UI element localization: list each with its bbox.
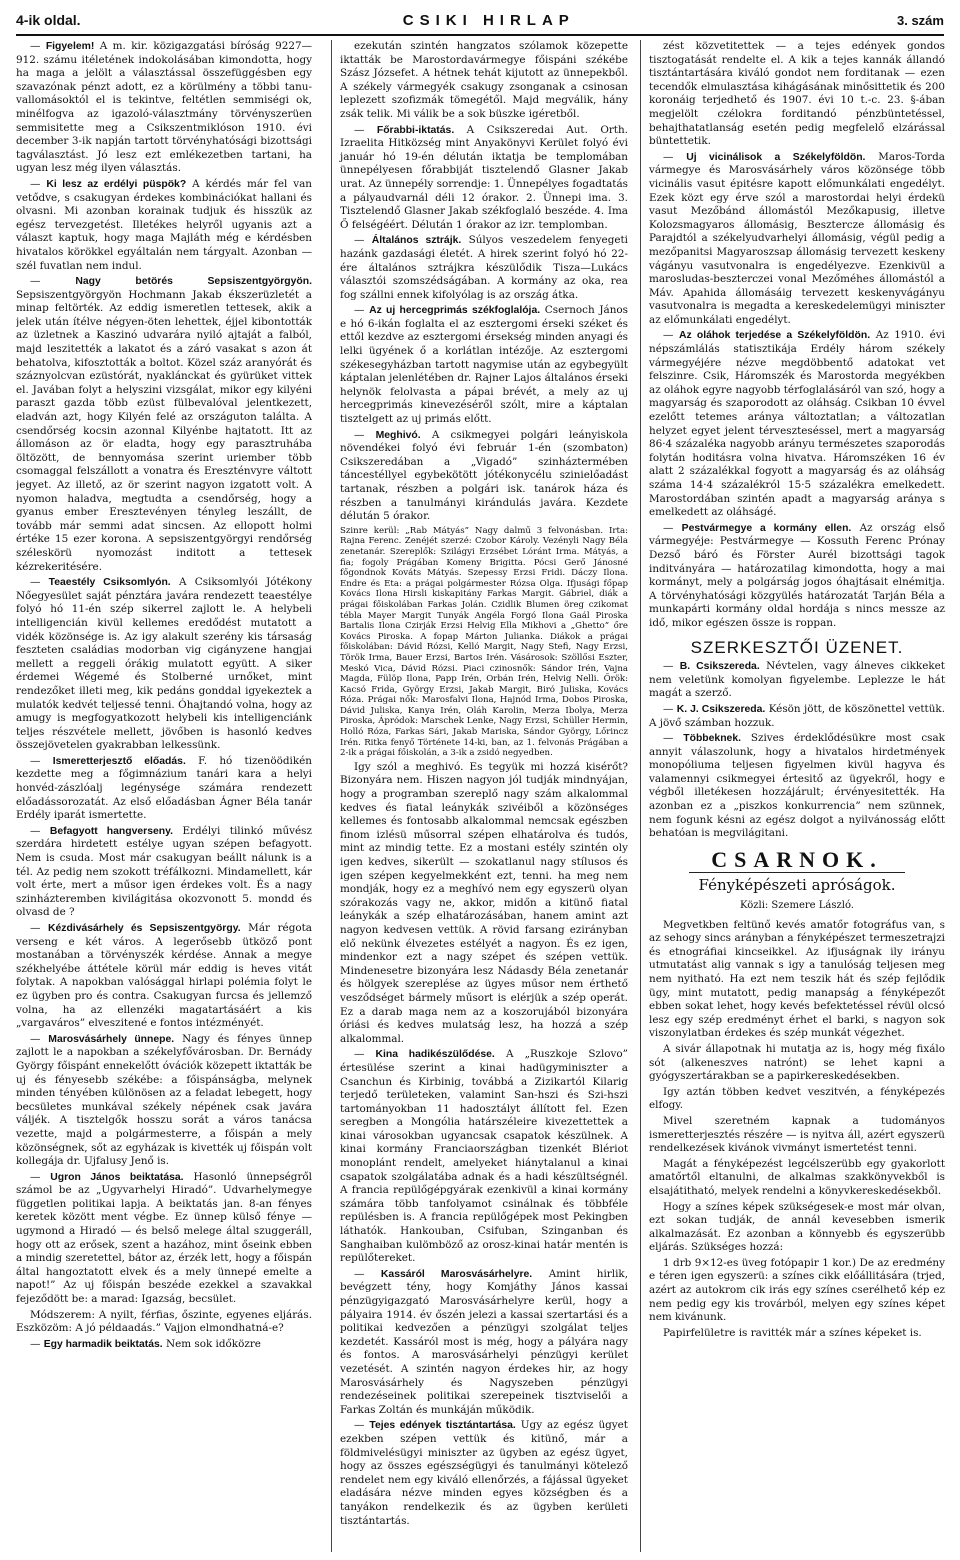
article-headline: Befagyott hangverseny. — [49, 825, 174, 837]
article-headline: Az uj hercegprimás székfoglalója. — [369, 305, 541, 317]
article-paragraph — [649, 151, 945, 328]
article-paragraph — [340, 1268, 628, 1418]
dash: — — [663, 660, 680, 673]
feuilleton-title: Fényképészeti apróságok. — [698, 876, 896, 895]
dash: — — [663, 702, 677, 715]
column-2 — [331, 40, 628, 1552]
article-paragraph — [649, 522, 945, 631]
article-text: ezekután szintén hangzatos szólamok közepette iktatták be Marostordavármegye főispáni székébe Szász Józsefet. A hétnek tehát kijutott az ünnepekből. A székely vármegyék csakugy zsonganak a csinosan leplezett szofizmák tömegétől. Majd megválik, hány zsák telik. Mi válik be a sok büszke igéretből. — [340, 40, 628, 120]
article-paragraph — [340, 40, 628, 122]
article-text: Az 1910. évi népszámlálás statisztikája Erdély három székely vármegyéjére nézve megdöbbentő adatokat vet felszinre. Csik, Háromszék és Marostorda megyékben az oláhok egyre nagyobb térfoglalásáról van szó, hogy a magyarság és szaporodott az oláhság. Csikban 10 évvel ezelőtt tetemes aránya változtatlan; a változatlan helyzet egyet jelent térveszteséssel, mert a magyarság 86·4 százaléka nagyobb arányu természetes szaporodás folytán hoditásra volna hivatva. Háromszéken 16 év alatt 2 százalékkal fogyott a magyarság és az oláhság száma 14·4 százalékról 15·5 százalékra emelkedett. Marostordában szintén apadt a magyarság aránya s emelkedett az oláhságé. — [649, 329, 945, 519]
dash: — — [354, 428, 376, 441]
article-paragraph — [649, 40, 945, 149]
section-title-csarnok: CSARNOK. — [711, 846, 883, 872]
article-text: A sivár állapotnak hi mutatja az is, hogy még fixálo sót (alkeneszves natrónt) se lehet kapni a gyógyszertárakban se a papirkereskedésekben. — [649, 1042, 945, 1083]
article-headline: Az oláhok terjedése a Székelyföldön. — [679, 330, 871, 342]
article-headline: Nagy betörés Sepsiszentgyörgyön. — [75, 276, 312, 288]
dash: — — [30, 576, 49, 589]
article-headline: Figyelem! — [45, 41, 95, 52]
article-paragraph — [340, 124, 628, 233]
article-text: Ugy az egész ügyet ezekben szépen vettük és kitünő, már a földmivelésügyi miniszter az ügyben az egész ügyet, hogy az összes egészségügyi és tanulmányi kötelező rendelet nem egy kiváló ellenőrzés, a fájással ügyeket eladására nézve minden egyes községben és a tanyákon rendelkezik és az ügyben kerületi tisztántartás. — [340, 1419, 628, 1527]
article-text: A „Ruszkoje Szlovo” értesülése szerint a kinai hadügyminiszter a Csanchun és Kirbinig, továbbá a Zizikartól Kilarig terjedő területeken, valamint San-hszi és Szi-hszi tartományokban 11 hadosztályt állított fel. Ezen seregben a Mongólia határszéleire kivezettettek a kinai városokban ugyancsak csapatok készülnek. A kinai kormány Franciaországban tizenkét Blériot monoplánt rendelt, amelyeket hiánytalanul a kinai csapatok szolgálatába adnak és a hadi készültségnél. A francia repülőgépgyárak ezenkivül a kinai kormány számára több tanfolyamot csinálnak és többféle repülésben is. A francia repülőgépek most Pekingben láthatók. Hankouban, Csifuban, Szinganban és Sanghaiban kulömböző az orosz-kinai határ mentén is repülőtereket. — [340, 1048, 628, 1265]
article-paragraph — [340, 429, 628, 524]
article-text: Nagy és fényes ünnep zajlott le a napokban a székelyfővárosban. Dr. Bernády György főispánt ennekelőtt óvációk közepett iktatták be uj és fényesebb székébe: a főispánságba, melynek minden tényében különösen az a feladat lebegett, hogy becsületes munkával székely népének csak javára váljék. A tisztelgők hosszu sorát a város tanácsa vezette, majd a polgármesterre, a főispán a mely közönségnek, sőt az egyházak is kivették uj főispán volt kollegája dr. Ujfalusy Jenő is. — [16, 1032, 312, 1168]
article-paragraph — [340, 761, 628, 1046]
article-text: F. hó tizenöödikén kezdette meg a főgimnázium tanári kara a helyi honvéd-zászlóalj legénysége számára rendezett előadássorozatát. Az első előadásban Ágner Béla tanár Erdély iparát ismertette. — [16, 754, 312, 822]
article-headline: Többeknek. — [683, 733, 741, 745]
article-headline: Pestvármegye a kormány ellen. — [681, 522, 852, 534]
divider — [689, 872, 905, 873]
article-text: Maros-Torda vármegye és Marosvásárhely város közönsége több vicinális vasut épitésre kapott előmunkálati engedélyt. Ezek közt egy érve szól a marostordai helyi érdekü vasut Mezőbánd állomástól Mezőkapusig, illetve Kolozsmagyaros állomásig, Besztercze állomásig és Parajdtól a székelyudvarhelyi állomásig, végül pedig a mezőpanitsi Magyaroszsap állomásig tervezett keskeny vágányu vasutvonalra is engedélyezve. Ezenkivül a marosludas-beszterczei vonal Mezőméhes állomástól a Máv. Apahida állomásáig tervezett keskenyvágányu vasutvonalra is megadta a kereskedelemügyi miniszter az előmunkálati engedélyt. — [649, 150, 945, 326]
article-text: A csikmegyei polgári leányiskola növendékei folyó évi február 1-én (szombaton) Csikszeredában a „Vigadó” szinháztermében táncestéllyel egybekötött jótékonycélu szinielőadást tartanak, részben a polgári isk. tanárok háza és részben a tanulmányi kirándulás javára. Kezdete délután 5 órakor. — [340, 428, 628, 523]
article-paragraph — [649, 1115, 945, 1156]
page-number: 4-ik oldal. — [16, 12, 81, 28]
dash: — — [30, 1337, 44, 1350]
article-paragraph — [16, 1171, 312, 1307]
dash: — — [663, 521, 682, 534]
article-paragraph — [340, 1419, 628, 1528]
article-paragraph — [649, 703, 945, 730]
article-paragraph — [340, 1048, 628, 1266]
article-text: Hogy a színes képek szükségesek-e most már olvan, ezt sokan tudják, de annál kevesebben ismerik alkalmazását. Ez azonban a könnyebb és egyszerübb eljárás. Szükséges hozzá: — [649, 1200, 945, 1254]
article-paragraph — [649, 1086, 945, 1113]
dash: — — [30, 824, 50, 837]
article-headline: Egy harmadik beiktatás. — [43, 1338, 163, 1350]
dash: — — [30, 922, 48, 934]
article-paragraph — [16, 576, 312, 753]
article-text: A m. kir. közigazgatási bíróság 9227—912. számu itéletének indokolásában kimondotta, hogy ha maga a jelölt a választással összefüggésben egy szavazónak pénzt adott, ez a körülmény a többi tanu-vallomásoktól el is tekintve, feltétlen semmiségi ok, minélfogva az igazoló-választmány törvényszerüen semmisitette meg a Csikszentmiklóson 1910. évi december 3-ik napján tartott törvényhatósági bizottsági tagválasztást. Jó lesz ezt emlékezetben tartani, ha ugyan lesz még ilyen választás. — [16, 40, 312, 175]
article-text: Sepsiszentgyörgyön Hochmann Jakab ékszerüzletét a minap feltörték. Az eddig ismeretlen tettesek, akik a jelek után ítélve négyen-öten lehettek, éjjel kibontották az üzletnek a Kaszinó udvarára nyiló ajtaját a falból, majd leszitették a lakatot és a záró vasakat s azon át behatolva, kifosztották a boltot. Közel száz aranyórát és száznyolcvan ezüstórát, nyaklánckat és gyürüket vittek el. Javában folyt a helyszini vizsgálat, mikor egy kilyéni paraszt gazda több ezüst fülbevalóval jelentkezett, eladván azt, hogy Kilyén felé az országuton találta. A csendőrség kocsin azonnal Kilyénbe hajtatott. Itt az állomáson az ör eladta, hogy egy parasztruhába öltözött, de bennyomása szerint uriember több csomaggal felszállott a vonatra és Ereszténvyre váltott jegyet. Az illető, az ör szerint nagyon izgatott volt. A nyomon haladva, megtudta a csendőrség, hogy a gyanus ember Eresztevényen tényleg leszállt, de tovább már semmi adat sincsen. Az ellopott holmi értéke 15 ezer korona. A sepsiszentgyörgyi rendőrség széleskörü nyomozást inditott a tettesek kézrekeritésére. — [16, 288, 312, 573]
article-text: Súlyos veszedelem fenyegeti hazánk gazdasági életét. A hirek szerint folyó hó 22-ére általános sztrájkra készülődik Tisza—Lukács választói szomszédságában. A kormány az oka, rea fog szállni ennek kifolyólag is az ország átka. — [340, 234, 628, 301]
article-headline: Uj vicinálisok a Székelyföldön. — [686, 151, 866, 163]
article-headline: Tejes edények tisztántartása. — [369, 1420, 516, 1432]
article-paragraph — [649, 732, 945, 841]
dash: — — [30, 40, 46, 52]
article-headline: Meghivó. — [375, 429, 421, 441]
article-paragraph — [649, 660, 945, 701]
dash: — — [354, 304, 370, 317]
dash: — — [354, 234, 372, 247]
article-text: A Csikszeredai Aut. Orth. Izraelita Hitközség mint Anyakönyvi Kerület folyó évi január hó 19-én délután iktatja be templomában ünnepélyesen főrabbiját tisztelendő Glasner Jakab urat. Az ünnepély sorrendje: 1. Ünnepélyes fogadtatás a pályaudvarnál déli 12 órakor. 2. Ünnepi ima. 3. Tisztelendő Glasner Jakab székfoglaló beszéde. 4. Ima Ő felségéért. Délután 1 órakor az izr. templomban. — [340, 123, 628, 231]
article-paragraph — [16, 1033, 312, 1169]
article-text: Magát a fényképezést legcélszerübb egy gyakorlott amatőrtől eltanulni, de alkalmas szakkönyvekből is elsajátitható, melyek rendelni a könyvkereskedésekből. — [649, 1157, 945, 1197]
article-text: Az ország első vármegyéje: Pestvármegye — Kossuth Ferenc Prónay Dezső báró és Förster Aurél bizottsági tagok inditványára — határozatilag kimondotta, hogy a mai kormányt, mely a polgárság jogos óhajtásait elnémitja. A törvényhatósági közgyülés határozatát Tarján Béla a munkapárti kormány oldal hordája s nincs messze az idő, mikor egészen össze is roppan. — [649, 521, 945, 629]
article-headline: Főrabbi-iktatás. — [376, 124, 455, 136]
dash: — — [663, 329, 679, 342]
article-paragraph — [649, 1043, 945, 1084]
article-text: Igy szól a meghivó. Es tegyük mi hozzá kisérőt? Bizonyára nem. Hiszen nagyon jól tudják mindnyájan, hogy a programban szereplő nagy szám alkalommal kedves és fiatal leánykák szivéiből a közönséges kellemes és fontosabb alkalommal nemcsak egészben finom izlésü műsorral szépen elhatárolva és tudós, mint az mindig tette. Ez a mostani estély szintén oly igen kedves, sikerült — szokatlanul nagy stílusos és igen szépen kegyelmekként ezt, tenni. ha meg nem mondják, hogy ez a meghívó nem egy egyszerü olyan szórakozás vagy ne, akkor, midőn a kitünő fiatal leánykák a szép elhatározásában, hanem amint azt nagyon kedvesen vettük. A rövid farsang ezirányban elő nekünk élvezetes estélyét a nagyon. És ez igen, mindenkor ezt a nagy szépet és szépen vettük. Mindenesetre bizonyára lesz Nádasdy Béla zenetanár és hölgyek szereplése az ügyes műsor nem érthető vesződséget bármely műsort is elérjük a szép operát. Ez a darab maga nem az a koszorujából bizonyára óriási és kedves mulatság lesz, ha hozzá a szép alkalommal. — [340, 760, 628, 1045]
article-paragraph — [649, 919, 945, 1041]
article-paragraph — [16, 825, 312, 920]
article-text: Hasonló ünnepségről számol be az „Ugyvarhelyi Hiradó”. Udvarhelymegye független politikai lapja. A beiktatás jan. 8-an fényes keretek között ment végbe. Ez ünnep külső fénye — ugymond a Hiradó — és belső melege által szuggeráll, hogy ott az erősek, szent a hazához, mint őseink ebben a mindig szeretettel, bátor az, érzék lett, hogy a főispán által hangoztatott elvek és a mely ünnepé emelte a napot!” Az uj főispán beszéde ezekkel a szavakkal fejeződött be: a marad: Igazság, becsület. — [16, 1170, 312, 1306]
article-paragraph — [649, 1257, 945, 1325]
article-headline: Ugron János beiktatása. — [50, 1171, 184, 1183]
article-paragraph — [16, 755, 312, 823]
article-text: Módszerem: A nyilt, férfias, őszinte, egyenes eljárás. Eszközöm: A jó példaadás.” Vajjon elmondhatná-e? — [16, 1308, 312, 1335]
article-headline: Ismeretterjesztő előadás. — [52, 755, 186, 767]
dash: — — [30, 1170, 51, 1183]
column-1 — [16, 40, 312, 1552]
dash: — — [354, 1048, 376, 1061]
article-text: Már régota verseng e két város. A legerősebb ütköző pont mostanában a törvényszék kérdése. Annak a megye székhelyébe áttétele körül már eddig is heves vitát folytak. A napokban valósággal hirlapi polémia folyt le ez ügyben pro és contra. Csakugyan furcsa és jellemző volna, ha az ellenzéki magatartásáért a kis „vargaváros” elveszitené e fontos intézményét. — [16, 922, 312, 1030]
article-text: Csernoch János e hó 6-ikán foglalta el az esztergomi érseki széket és ettől kezdve az esztergomi érsekség minden anyagi és lelki ügyének ő a korlátlan intézője. Az esztergomi székesegyházban tartott nagymise után az egybegyült káptalan jelenlétében dr. Rajner Lajos általános érseki helynök felolvasta a pápai brévét, a mely az uj hercegprimás kinevezéséről szólt, mire a káptalan tisztelgett az uj primás előtt. — [340, 304, 628, 426]
article-paragraph — [340, 304, 628, 426]
article-paragraph — [340, 234, 628, 302]
masthead-title: CSIKI HIRLAP — [402, 11, 575, 29]
page-header — [16, 6, 944, 36]
article-paragraph — [16, 922, 312, 1031]
article-text: Igy aztán többen kedvet veszitvén, a fényképezés elfogy. — [649, 1085, 945, 1112]
article-paragraph — [16, 1309, 312, 1336]
article-paragraph — [16, 275, 312, 574]
dash: — — [30, 1032, 49, 1045]
article-text: Mivel szeretném kapnak a tudományos ismeretterjesztés részére — is nyitva áll, azért egyszerü rendelkezések kivánok vivmányt ismertetést tenni. — [649, 1114, 945, 1155]
article-headline: Kassáról Marosvásárhelyre. — [380, 1268, 533, 1280]
article-text: Névtelen, vagy álneves cikkeket nem veletünk komolyan figyelembe. Leplezze le hát magát a szerző. — [649, 660, 945, 700]
article-paragraph — [16, 1338, 312, 1352]
article-text: Szives érdeklődésükre most csak annyit válaszolunk, hogy a hivatalos hirdetmények monopóliuma teljesen figyelmen kivül hagyva és valamennyi csikmegyei értesitő az ügyekről, hogy e végből illetékesen hozzájárult; érvényesitették. Ha azonban ez a „piszkos konkurrencia” nem szünnek, nem fogunk késni az egész dolgot a nyilvánosság előtt behatóan is megvilágitani. — [649, 732, 945, 840]
byline: Közli: Szemere László. — [740, 900, 854, 912]
article-paragraph — [16, 178, 312, 273]
article-paragraph — [649, 1158, 945, 1199]
issue-number: 3. szám — [897, 12, 944, 28]
article-paragraph — [16, 40, 312, 176]
article-text: Papirfelületre is ravitték már a színes képeket is. — [663, 1326, 922, 1339]
dash: — — [30, 754, 53, 767]
article-text: Szinre kerül: „Rab Mátyás” Nagy dalmű 3 felvonásban. Irta: Rajna Ferenc. Zenéjét szerzé: Czobor Károly. Vezényli Nagy Béla zenetanár. Szereplők: Szilágyi Erzsébet Lóránt Irma. Mátyás, a fia; fogoly Prágában Komeny Brigitta. Pócsi Gerő Jánosné főgondnok Kováts Mátyás. Szepessy Erzsi Fridi. Dáczy Ilona. Endre és Eta: a prágai polgármester Rózsa Olga. Ifjusági főpap Kovács Ilona Hirsli kiskapitány Farkas Margit. Gábriel, diák a prágai főiskolában Farkas Jolán. Czidlik Blumen öreg czikomat tébla Mayer Margit Tunyák Angéla Forgó Ilona Gaál Piroska Bartalis Ilona Czirják Erzsi Helvig Ella Mikhovi a „Ghetto” őre Kovács Piroska. A fopap Márton Julianka. Diákok a prágai főiskolában: Dávid Rózsi, Kelló Margit, Nagy Stefi, Nagy Erzsi, Török Irma, Bauer Erzsi, Bartos Irén. Vásárosok: Szöllősi Eszter, Meskó Vica, Dávid Rózsi. Piaci czinosnők: Sándor Irén, Vajna Magda, Fülöp Ilona, Papp Irén, Orbán Irén, Helvig Nelli. Őrök: Kacsó Frida, György Erzsi, Jakab Margit, Biró Juliska, Kovács Róza. Prágai nők: Marosfalvi Ilona, Hajnód Irma, Dobos Piroska, Dávid Juliska, Kanya Irén, Oláh Karolin, Merza Ibolya, Merza Piroska, Ápródok: Marschek Lenke, Nagy Erzsi, Schüller Hermin, Holló Róza, Farkas Sári, Jakab Mariska, Sándor György, Lőrincz Irén. Ritka fenyő Története 14-ki, ban, az 1. felvonás Prágában a 2-ik a prágai főiskolán, a 3-ik a zsidó negyedben. — [340, 525, 628, 759]
dash: — — [354, 1419, 370, 1432]
column-3 — [640, 40, 945, 1552]
article-paragraph — [340, 526, 628, 759]
article-text: Megvetkben feltünő kevés amatőr fotográfus van, s az sehogy sincs arányban a fényképészet termeszetrajzi és etnográfiai kincseikkel. Az ifjuságnak ily irányu utmutatást alig vannak s igy a tanulóság teljesen meg nem nyitható. Ha ezt nem teszik hát és szép fejlődik ügy, mint mutatott, pedig manapság a fényképezőt ebben sokat lehet, hogy kevés befektetéssel révül olcsó lesz egy szép eredményt érhet el barki, s nagyon sok viszonylatban érdekes és szép munkát végezhet. — [649, 918, 945, 1040]
dash: — — [30, 275, 76, 288]
article-text: A Csiksomlyói Jótékony Nőegyesület saját pénztára javára rendezett teaestélye folyó hó 11-én szép sikerrel zajlott le. A helybeli intelligencián kivül kellemes eredődést mutatott a vidék közönsége is. Az igy alakult szerény kis társaság feszteten családias modorban vig cigányzene hangjai mellett a reggeli órákig mulatott együtt. A siker érdemei Wégemé és Stolberné urnőket, mint rendezőket illeti meg, kik pedáns gonddal igyekeztek a mulatók kedvét teljessé tenni. Óhajtandó volna, hogy az amugy is megfogyatkozott helybeli kis intelligenciánk teljes részvétele mellett, jövőben is hasonló kedves összejövetelen gyakrabban lelkessünk. — [16, 576, 312, 752]
dash: — — [354, 123, 377, 136]
article-headline: Kina hadikészülődése. — [375, 1049, 495, 1061]
article-paragraph — [649, 329, 945, 519]
article-headline: K. J. Csikszereda. — [676, 703, 766, 715]
article-text: 1 drb 9×12-es üveg fotópapir 1 kor.) De az eredmény e téren igen egyszerü: a színes cikk előállitására (trjed, azért az autokrom cik irás egy színes cserélhető kép ez nem pedig egy kis trovárból, melyen egy színes képet nem kivánunk. — [649, 1256, 945, 1324]
article-headline: Teaestély Csiksomlyón. — [48, 577, 171, 589]
article-paragraph — [649, 1327, 945, 1341]
dash: — — [30, 177, 47, 190]
dash: — — [663, 732, 684, 745]
article-paragraph — [649, 1201, 945, 1255]
article-text: Erdélyi tilinkó művész szerdára hirdetett estélye ugyan szépen befagyott. Nem is csuda. Most már csakugyan beállt nálunk is a tél. Az pedig nem szokott tréfálkozni. Mindamellett, kár volt érte, mert a műsor igen érdekes volt. És a nagy szinházteremben kivilágitása okozvonott 5. mondd és olvasd de ? — [16, 824, 312, 919]
article-text: Nem sok időközre — [162, 1337, 261, 1350]
article-headline: B. Csikszereda. — [679, 661, 760, 673]
dash: — — [354, 1267, 381, 1280]
article-headline: Ki lesz az erdélyi püspök? — [46, 178, 187, 190]
article-headline: Kézdivásárhely és Sepsiszentgyörgy. — [47, 923, 241, 934]
article-text: Amint hirlik, bevégzett tény, hogy Komjáthy János kassai pénzügyigazgató Marosvásárhelyre kerül, hogy a pályaira 1914. év őszén jelezi a kassai szertartási és a politikai kedvezően a pénzügyi szolgálat teljes kezdetét. Kassáról most is még, hogy a pályára nagy és fontos. A marosvásárhelyi pénzügyi kerület vezetését. A szintén nagyon érdekes hir, az hogy Marosvásárhely és Nagyszeben pénzügyi rendezéseinek politikai szerepeinek tisztviselői a Farkas Zoltán és munkáján működik. — [340, 1267, 628, 1416]
section-title-editorial-notes: SZERKESZTŐI ÜZENET. — [690, 637, 904, 657]
article-headline: Marosvásárhely ünnepe. — [48, 1033, 175, 1045]
article-text: zést közvetitettek — a tejes edények gondos tisztogatását rendelte el. A kik a tejes kannák állandó tisztántartására kiváló gondot nem forditanak — ezen tecendők elmulasztása kihágásának minősittetik és 200 koronáig terjedhető és 1907. évi 10 t.-c. 23. §-ában megjelölt czélokra forditandó pénzbüntetéssel, behajthatatlanság esetén pedig megfelelő elzárással büntettetik. — [649, 40, 945, 148]
article-text: Késön jött, de köszönettel vettük. A jövő számban hozzuk. — [649, 702, 945, 729]
article-headline: Általános sztrájk. — [371, 235, 462, 247]
dash: — — [663, 150, 687, 163]
article-text: A kérdés már fel van vetődve, s csakugyan érdekes kombinációkat hallani és olvasni. Mi azonban korainak tudjuk és hisszük az egész tervezgetést. Illetékes helyről ugyanis azt a választ kaptuk, hogy maga Majláth még e kérdésben hivatalos körökkel egyáltalán nem tárgyalt. Azonban — szél fuvatlan nem indul. — [16, 177, 312, 272]
